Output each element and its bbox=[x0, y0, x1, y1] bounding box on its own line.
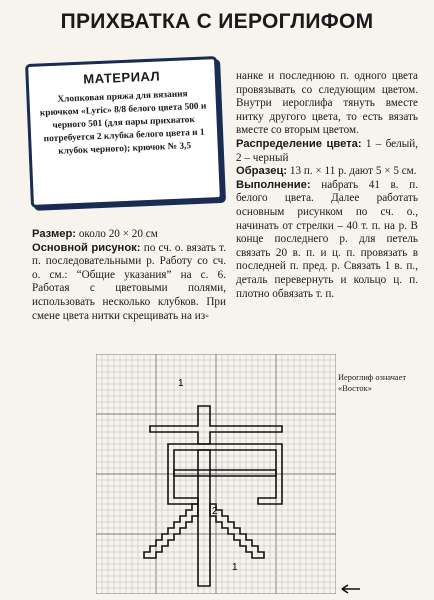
pattern-text: по сч. о. вязать т. п. последовательными р. Работу со сч. о. см.: “Общие указания” на с. 6. Работая с цветовыми полями, использовать несколько клубков. При смене цвета нитки скрещивать на из- bbox=[32, 241, 226, 322]
sample-text: 13 п. × 11 р. дают 5 × 5 см. bbox=[287, 165, 417, 178]
pattern-label: Основной рисунок: bbox=[32, 241, 141, 254]
material-box bbox=[25, 56, 223, 208]
glyph-right-stroke bbox=[210, 504, 264, 558]
start-arrow-icon bbox=[338, 583, 362, 595]
color-label: Распределение цвета: bbox=[236, 137, 362, 150]
grid-lines bbox=[96, 354, 336, 594]
page-title: ПРИХВАТКА С ИЕРОГЛИФОМ bbox=[60, 10, 374, 33]
chart-grid bbox=[96, 354, 336, 599]
hieroglyph-outline bbox=[144, 406, 282, 586]
size-label: Размер: bbox=[32, 228, 77, 240]
left-column bbox=[32, 228, 226, 323]
material-text: Хлопковая пряжа для вязания крючком «Lyric» 8/8 белого цвета 500 и черного 501 (для пары прихваток потребуется 2 клубка белого цвета и 1 клубок черного); крючок № 3,5 bbox=[39, 89, 207, 157]
chart-label-1: 1 bbox=[178, 378, 184, 389]
color-paragraph bbox=[236, 138, 418, 165]
execution-label: Выполнение: bbox=[236, 178, 311, 191]
continuation-paragraph: нанке и последнюю п. одного цвета провязывать со следующим цветом. Внутри иероглифа тянуть вместе нитку другого цвета, то есть вязать вместе со вторым цветом. bbox=[236, 70, 418, 137]
right-column bbox=[236, 70, 418, 301]
color-text: 1 – белый, 2 – черный bbox=[236, 137, 418, 164]
chart-grid-svg bbox=[96, 354, 336, 594]
glyph-left-stroke bbox=[144, 504, 198, 558]
chart-caption: Иероглиф означает «Восток» bbox=[338, 373, 406, 393]
execution-text: набрать 41 в. п. белого цвета. Далее работать основным рисунком по сч. о., начинать от стрелки – 40 т. п. на р. В конце последнего р. для петель связать 20 в. п. и ц. п. провязать в последней п. пред. р. Связать 1 в. п., деталь перевернуть и кольцо ц. п. плотно обвязать т. п. bbox=[236, 178, 418, 300]
sample-paragraph bbox=[236, 165, 418, 179]
glyph-box-middle bbox=[174, 470, 276, 476]
size-paragraph bbox=[32, 228, 226, 242]
size-text: около 20 × 20 см bbox=[76, 228, 158, 240]
execution-paragraph bbox=[236, 179, 418, 301]
pattern-paragraph bbox=[32, 242, 226, 324]
chart-label-1b: 1 bbox=[232, 562, 238, 573]
sample-label: Образец: bbox=[236, 165, 288, 178]
material-heading: МАТЕРИАЛ bbox=[82, 68, 161, 87]
chart-label-2: 2 bbox=[212, 506, 218, 517]
